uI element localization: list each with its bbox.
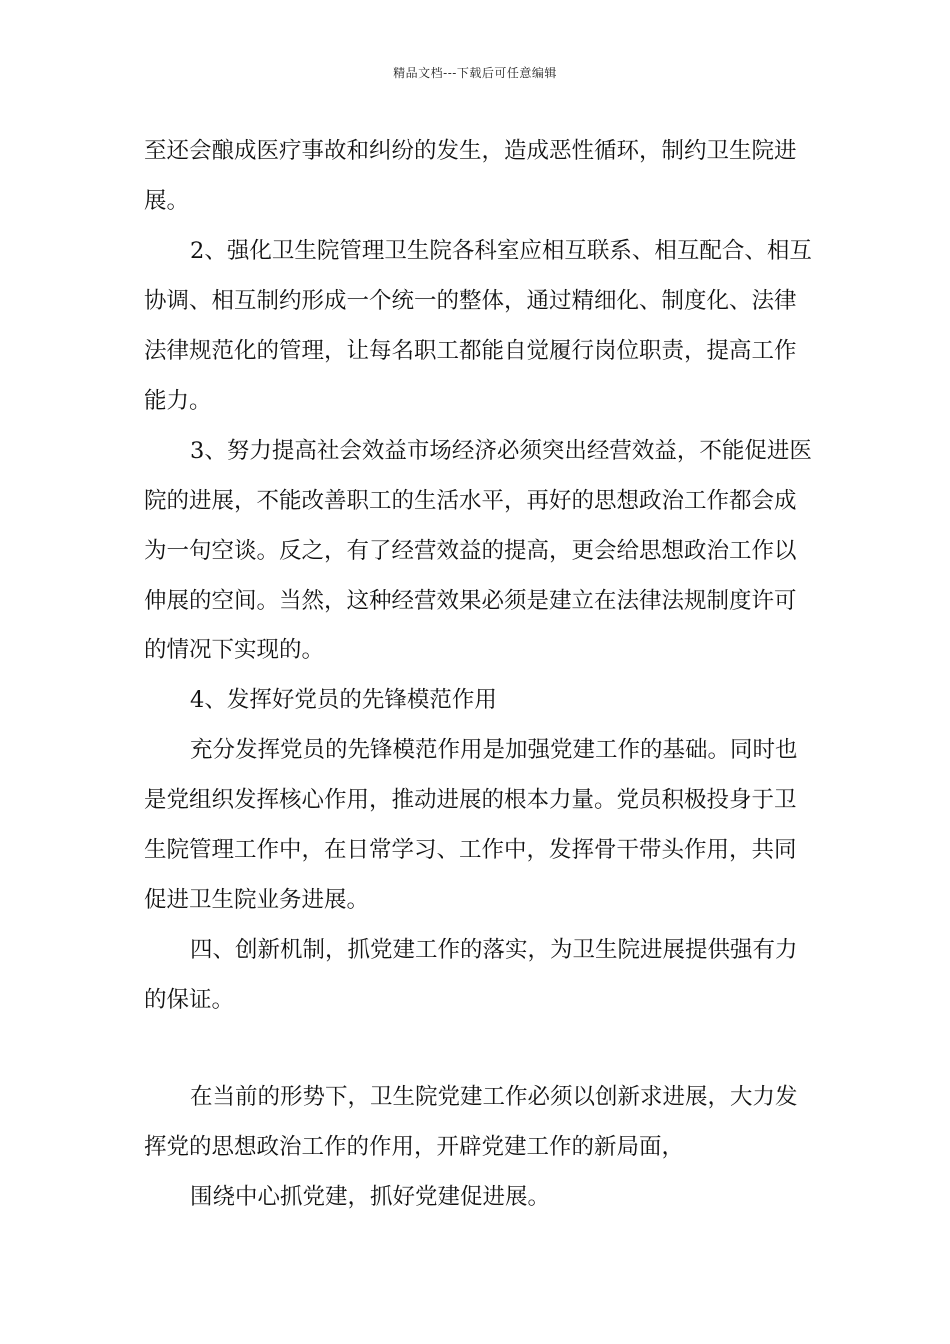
- text-line: 的情况下实现的。: [144, 637, 325, 663]
- text-line: 法律规范化的管理，让每名职工都能自觉履行岗位职责，提高工作: [144, 338, 797, 364]
- text-line: 协调、相互制约形成一个统一的整体，通过精细化、制度化、法律: [144, 288, 797, 314]
- text-line: 围绕中心抓党建，抓好党建促进展。: [190, 1184, 551, 1210]
- text-line: 3、努力提高社会效益市场经济必须突出经营效益，不能促进医: [190, 438, 812, 464]
- section-heading: 4、发挥好党员的先锋模范作用: [190, 687, 497, 713]
- page-header: 精品文档---下载后可任意编辑: [393, 66, 557, 80]
- text-line: 能力。: [144, 388, 212, 414]
- text-line: 展。: [144, 188, 190, 214]
- text-line: 充分发挥党员的先锋模范作用是加强党建工作的基础。同时也: [190, 737, 798, 763]
- text-line: 为一句空谈。反之，有了经营效益的提高，更会给思想政治工作以: [144, 538, 797, 564]
- text-line: 挥党的思想政治工作的作用，开辟党建工作的新局面，: [144, 1134, 685, 1160]
- text-line: 促进卫生院业务进展。: [144, 887, 370, 913]
- text-line: 院的进展，不能改善职工的生活水平，再好的思想政治工作都会成: [144, 488, 797, 514]
- text-line: 2、强化卫生院管理卫生院各科室应相互联系、相互配合、相互: [190, 238, 812, 264]
- section-heading: 四、创新机制，抓党建工作的落实，为卫生院进展提供强有力: [190, 937, 798, 963]
- text-line: 是党组织发挥核心作用，推动进展的根本力量。党员积极投身于卫: [144, 787, 797, 813]
- text-line: 生院管理工作中，在日常学习、工作中，发挥骨干带头作用，共同: [144, 837, 797, 863]
- text-line: 伸展的空间。当然，这种经营效果必须是建立在法律法规制度许可: [144, 588, 797, 614]
- text-line: 的保证。: [144, 987, 235, 1013]
- text-line: 在当前的形势下，卫生院党建工作必须以创新求进展，大力发: [190, 1084, 798, 1110]
- text-line: 至还会酿成医疗事故和纠纷的发生，造成恶性循环，制约卫生院进: [144, 138, 797, 164]
